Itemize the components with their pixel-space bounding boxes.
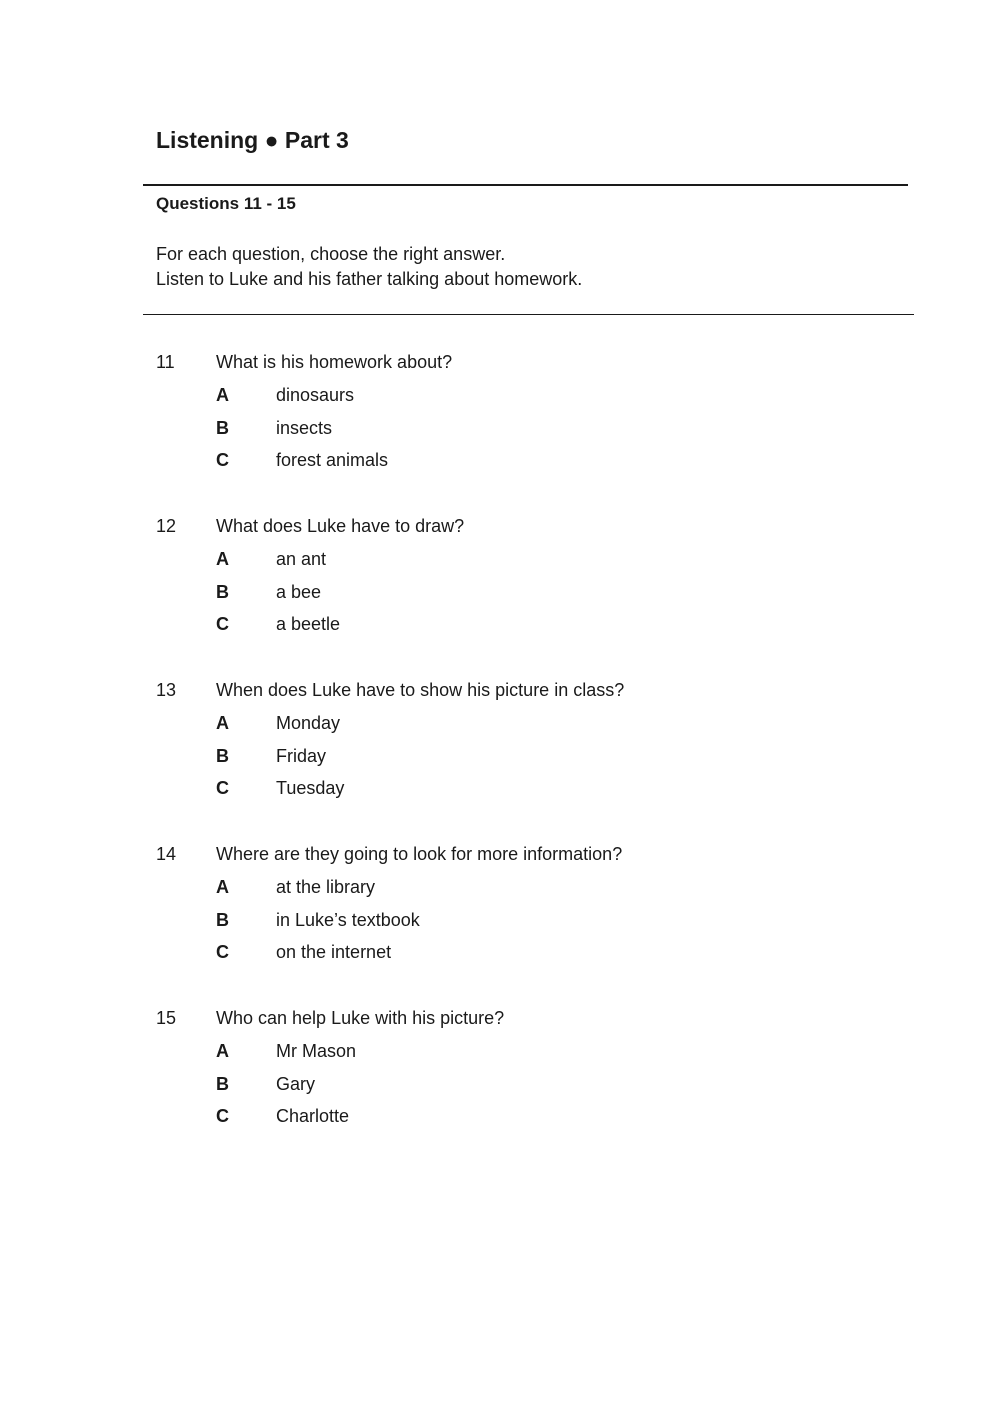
- option-letter: B: [216, 1073, 229, 1094]
- answer-option[interactable]: [156, 1070, 916, 1103]
- question-14: [156, 840, 916, 1004]
- question-text: What does Luke have to draw?: [216, 516, 465, 536]
- option-text: a beetle: [276, 614, 341, 635]
- answer-option[interactable]: [156, 873, 916, 906]
- option-letter: A: [216, 877, 229, 897]
- option-text: Monday: [276, 713, 341, 733]
- option-text: in Luke’s textbook: [276, 909, 420, 930]
- option-text: insects: [276, 417, 333, 438]
- bottom-divider: [143, 314, 914, 315]
- instruction-line: For each question, choose the right answer.: [156, 244, 506, 264]
- instruction-line: Listen to Luke and his father talking about homework.: [156, 269, 583, 289]
- question-text: When does Luke have to show his picture in class?: [216, 680, 625, 700]
- option-letter: C: [216, 942, 229, 963]
- option-text: Mr Mason: [276, 1041, 357, 1061]
- answer-option[interactable]: [156, 1037, 916, 1070]
- page-title: Listening ● Part 3: [156, 127, 349, 153]
- question-15: [156, 1004, 916, 1168]
- option-letter: B: [216, 745, 229, 766]
- option-text: dinosaurs: [276, 385, 355, 405]
- question-number: 15: [156, 1008, 177, 1028]
- question-13: [156, 676, 916, 840]
- answer-option[interactable]: [156, 1102, 916, 1135]
- answer-option[interactable]: [156, 610, 916, 643]
- option-text: Tuesday: [276, 778, 345, 799]
- answer-option[interactable]: [156, 906, 916, 939]
- option-letter: B: [216, 417, 229, 438]
- question-12: [156, 512, 916, 676]
- option-letter: B: [216, 581, 229, 602]
- option-text: Friday: [276, 745, 327, 766]
- option-letter: B: [216, 909, 229, 930]
- question-number: 12: [156, 516, 177, 536]
- option-letter: A: [216, 385, 229, 405]
- question-number: 13: [156, 680, 177, 700]
- option-text: Gary: [276, 1073, 316, 1094]
- question-text: What is his homework about?: [216, 352, 453, 372]
- answer-option[interactable]: [156, 446, 916, 479]
- answer-option[interactable]: [156, 742, 916, 775]
- answer-option[interactable]: [156, 414, 916, 447]
- question-text: Who can help Luke with his picture?: [216, 1008, 505, 1028]
- instructions: [156, 242, 582, 292]
- option-letter: A: [216, 713, 229, 733]
- questions-range: Questions 11 - 15: [156, 194, 296, 213]
- option-letter: C: [216, 778, 229, 799]
- option-text: Charlotte: [276, 1106, 350, 1127]
- question-number: 14: [156, 844, 177, 864]
- answer-option[interactable]: [156, 545, 916, 578]
- question-list: [156, 348, 916, 1168]
- question-11: [156, 348, 916, 512]
- option-letter: C: [216, 1106, 229, 1127]
- answer-option[interactable]: [156, 938, 916, 971]
- option-text: an ant: [276, 549, 327, 569]
- option-letter: A: [216, 1041, 229, 1061]
- question-text: Where are they going to look for more information?: [216, 844, 623, 864]
- option-text: a bee: [276, 581, 322, 602]
- option-letter: A: [216, 549, 229, 569]
- answer-option[interactable]: [156, 578, 916, 611]
- option-letter: C: [216, 450, 229, 471]
- option-text: forest animals: [276, 450, 389, 471]
- top-divider: [143, 184, 908, 186]
- answer-option[interactable]: [156, 774, 916, 807]
- option-letter: C: [216, 614, 229, 635]
- answer-option[interactable]: [156, 709, 916, 742]
- option-text: on the internet: [276, 942, 392, 963]
- answer-option[interactable]: [156, 381, 916, 414]
- option-text: at the library: [276, 877, 376, 897]
- question-number: 11: [156, 352, 175, 372]
